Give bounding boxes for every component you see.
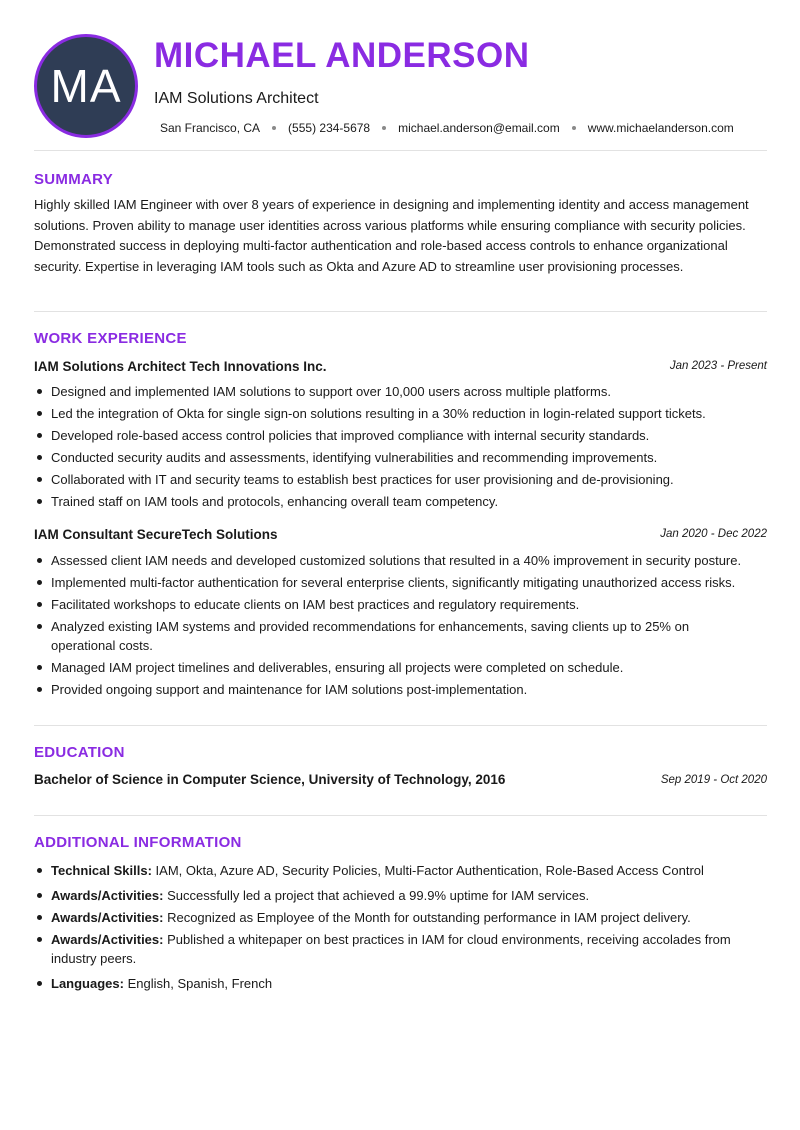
section-divider (34, 150, 767, 151)
contact-phone[interactable]: (555) 234-5678 (288, 121, 371, 135)
candidate-title: IAM Solutions Architect (154, 90, 319, 107)
job-role: IAM Consultant SecureTech Solutions (34, 527, 278, 542)
list-item (34, 886, 767, 905)
list-item: Implemented multi-factor authentication for several enterprise clients, significantly mitigating unauthorized access risks. (34, 573, 767, 592)
separator-dot-icon (272, 126, 276, 130)
education-heading: EDUCATION (34, 744, 125, 761)
additional-list (34, 861, 767, 993)
list-item (34, 974, 767, 993)
education-dates: Sep 2019 - Oct 2020 (660, 774, 767, 786)
job-dates: Jan 2023 - Present (669, 360, 767, 372)
avatar (34, 34, 138, 138)
separator-dot-icon (382, 126, 386, 130)
item-label: Awards/Activities: (51, 910, 164, 925)
list-item (34, 930, 767, 968)
job-header (34, 527, 767, 545)
list-item: Assessed client IAM needs and developed customized solutions that resulted in a 40% improvement in security posture. (34, 551, 767, 570)
additional-heading: ADDITIONAL INFORMATION (34, 834, 242, 851)
list-item: Developed role-based access control policies that improved compliance with internal security standards. (34, 426, 767, 445)
separator-dot-icon (572, 126, 576, 130)
list-item (34, 861, 767, 880)
contact-line (160, 121, 734, 135)
item-text: Published a whitepaper on best practices in IAM for cloud environments, receiving accolades from industry peers. (51, 932, 731, 966)
item-label: Awards/Activities: (51, 932, 164, 947)
list-item: Facilitated workshops to educate clients on IAM best practices and regulatory requirements. (34, 595, 767, 614)
list-item: Analyzed existing IAM systems and provided recommendations for enhancements, saving clients up to 25% on operational costs. (34, 617, 767, 655)
experience-heading: WORK EXPERIENCE (34, 330, 187, 347)
item-label: Awards/Activities: (51, 888, 164, 903)
job-header (34, 359, 767, 377)
section-divider (34, 725, 767, 726)
item-text: Successfully led a project that achieved a 99.9% uptime for IAM services. (163, 888, 590, 903)
list-item (34, 908, 767, 927)
list-item: Managed IAM project timelines and deliverables, ensuring all projects were completed on schedule. (34, 658, 767, 677)
summary-heading: SUMMARY (34, 171, 114, 188)
item-text: IAM, Okta, Azure AD, Security Policies, Multi-Factor Authentication, Role-Based Access Control (151, 863, 704, 878)
resume-header (34, 34, 767, 138)
summary-text: Highly skilled IAM Engineer with over 8 years of experience in designing and implementing identity and access management solutions. Proven ability to manage user identities across various platforms while ensuring compliance with security policies. Demonstrated success in deploying multi-factor authentication and role-based access controls to enhance organizational security. Expertise in leveraging IAM tools such as Okta and Azure AD to streamline user provisioning processes. (34, 197, 749, 274)
item-text: Recognized as Employee of the Month for outstanding performance in IAM project delivery. (163, 910, 691, 925)
education-degree: Bachelor of Science in Computer Science, University of Technology, 2016 (34, 772, 506, 787)
list-item: Designed and implemented IAM solutions to support over 10,000 users across multiple platforms. (34, 382, 767, 401)
list-item: Conducted security audits and assessments, identifying vulnerabilities and recommending improvements. (34, 448, 767, 467)
list-item: Led the integration of Okta for single sign-on solutions resulting in a 30% reduction in login-related support tickets. (34, 404, 767, 423)
contact-website[interactable]: www.michaelanderson.com (587, 121, 734, 135)
job-bullets (34, 551, 767, 702)
contact-location: San Francisco, CA (160, 121, 261, 135)
section-divider (34, 311, 767, 312)
list-item: Provided ongoing support and maintenance for IAM solutions post-implementation. (34, 680, 767, 699)
item-label: Technical Skills: (51, 863, 152, 878)
item-text: English, Spanish, French (123, 976, 273, 991)
avatar-initials: MA (50, 60, 122, 112)
section-divider (34, 815, 767, 816)
job-role: IAM Solutions Architect Tech Innovations Inc. (34, 359, 327, 374)
education-entry (34, 772, 767, 790)
job-dates: Jan 2020 - Dec 2022 (660, 528, 767, 540)
list-item: Collaborated with IT and security teams to establish best practices for user provisioning and de-provisioning. (34, 470, 767, 489)
job-bullets (34, 382, 767, 514)
item-label: Languages: (51, 976, 124, 991)
contact-email[interactable]: michael.anderson@email.com (398, 121, 560, 135)
list-item: Trained staff on IAM tools and protocols, enhancing overall team competency. (34, 492, 767, 511)
candidate-name: MICHAEL ANDERSON (154, 36, 530, 75)
